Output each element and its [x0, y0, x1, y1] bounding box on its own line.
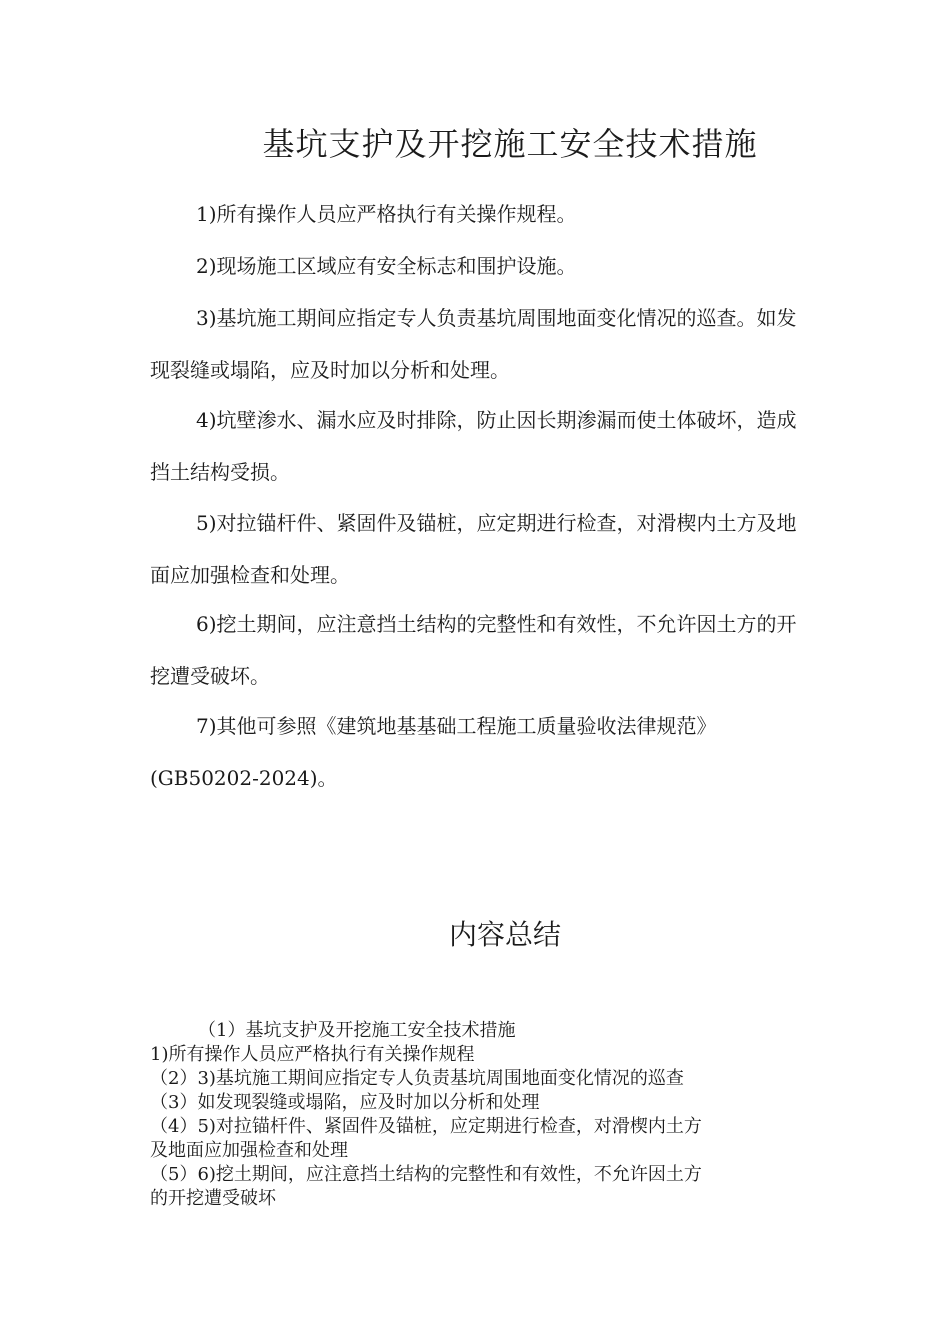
- summary-line-3: （2）3)基坑施工期间应指定专人负责基坑周围地面变化情况的巡查: [150, 1068, 684, 1089]
- summary-line-4: （3）如发现裂缝或塌陷，应及时加以分析和处理: [150, 1092, 540, 1113]
- summary-line-8: 的开挖遭受破坏: [150, 1188, 276, 1209]
- document-title: 基坑支护及开挖施工安全技术措施: [262, 125, 758, 163]
- paragraph-3: 3)基坑施工期间应指定专人负责基坑周围地面变化情况的巡查。如发现裂缝或塌陷，应及时加以分析和处理。: [150, 306, 797, 382]
- paragraph-7: 7)其他可参照《建筑地基基础工程施工质量验收法律规范》(GB50202-2024)。: [150, 714, 717, 790]
- paragraph-1: 1)所有操作人员应严格执行有关操作规程。: [196, 202, 577, 226]
- summary-line-7: （5）6)挖土期间，应注意挡土结构的完整性和有效性，不允许因土方: [150, 1164, 702, 1185]
- summary-list: [150, 1019, 790, 1211]
- summary-line-1: （1）基坑支护及开挖施工安全技术措施: [198, 1020, 516, 1041]
- summary-line-6: 及地面应加强检查和处理: [150, 1140, 348, 1161]
- paragraph-5: 5)对拉锚杆件、紧固件及锚桩，应定期进行检查，对滑楔内土方及地面应加强检查和处理。: [150, 511, 797, 587]
- summary-line-2: 1)所有操作人员应严格执行有关操作规程: [150, 1044, 475, 1065]
- paragraph-2: 2)现场施工区域应有安全标志和围护设施。: [196, 254, 577, 278]
- paragraph-6: 6)挖土期间，应注意挡土结构的完整性和有效性，不允许因土方的开挖遭受破坏。: [150, 612, 797, 688]
- summary-title: 内容总结: [448, 918, 561, 951]
- summary-line-5: （4）5)对拉锚杆件、紧固件及锚桩，应定期进行检查，对滑楔内土方: [150, 1116, 702, 1137]
- paragraph-4: 4)坑壁渗水、漏水应及时排除，防止因长期渗漏而使土体破坏，造成挡土结构受损。: [150, 408, 797, 484]
